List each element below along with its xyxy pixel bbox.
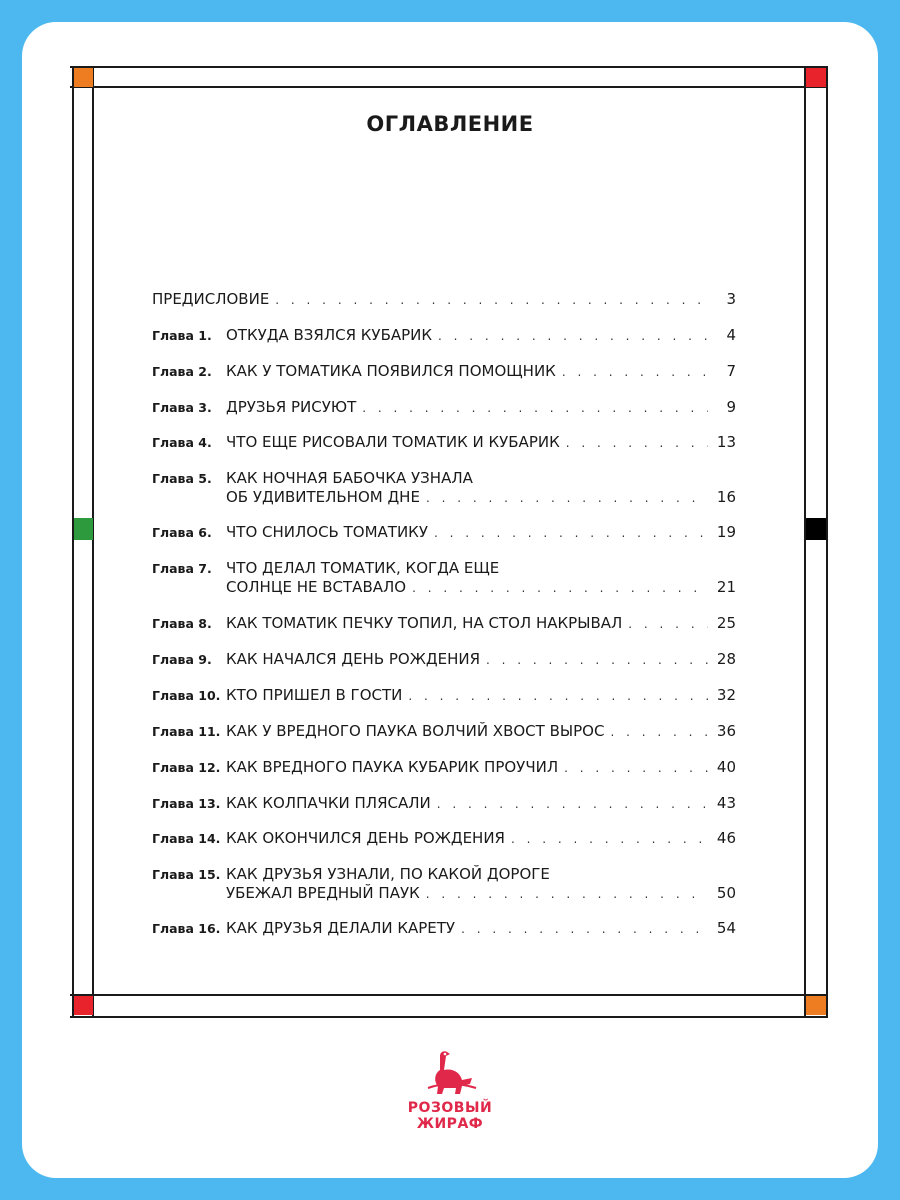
chapter-prefix: Глава 8.	[152, 616, 212, 631]
dot-leader	[610, 723, 708, 742]
toc-page-number: 19	[716, 523, 736, 541]
toc-page-number: 28	[716, 650, 736, 668]
toc-page-number: 9	[726, 398, 736, 416]
toc-page-number: 40	[716, 758, 736, 776]
dot-leader	[434, 524, 708, 543]
toc-title: КАК ВРЕДНОГО ПАУКА КУБАРИК ПРОУЧИЛ	[226, 758, 559, 776]
toc-page-number: 32	[716, 686, 736, 704]
toc-title-line-2: ОБ УДИВИТЕЛЬНОМ ДНЕ	[226, 488, 420, 506]
dot-leader	[562, 363, 708, 382]
publisher-name-line-2: ЖИРАФ	[416, 1116, 484, 1132]
dot-leader	[511, 830, 708, 849]
toc-title-line-2: УБЕЖАЛ ВРЕДНЫЙ ПАУК	[226, 884, 420, 902]
toc-title-line-1: ЧТО ДЕЛАЛ ТОМАТИК, КОГДА ЕЩЕ	[226, 559, 500, 577]
toc-page-number: 4	[726, 326, 736, 344]
toc-title: КАК У ВРЕДНОГО ПАУКА ВОЛЧИЙ ХВОСТ ВЫРОС	[226, 722, 605, 740]
toc-title-line-2: СОЛНЦЕ НЕ ВСТАВАЛО	[226, 578, 407, 596]
toc-page-number: 16	[716, 488, 736, 506]
chapter-prefix: Глава 14.	[152, 831, 221, 846]
chapter-prefix: Глава 7.	[152, 561, 212, 576]
chapter-prefix: Глава 9.	[152, 652, 212, 667]
dot-leader	[426, 885, 708, 904]
table-of-contents	[152, 0, 736, 1200]
chapter-prefix: Глава 10.	[152, 688, 221, 703]
chapter-prefix: Глава 4.	[152, 435, 212, 450]
chapter-prefix: Глава 1.	[152, 328, 212, 343]
toc-page-number: 43	[716, 794, 736, 812]
dot-leader	[412, 579, 708, 598]
chapter-prefix: Глава 5.	[152, 471, 212, 486]
chapter-prefix: Глава 3.	[152, 400, 212, 415]
toc-title: КАК КОЛПАЧКИ ПЛЯСАЛИ	[226, 794, 431, 812]
toc-title: КТО ПРИШЕЛ В ГОСТИ	[226, 686, 403, 704]
chapter-prefix: Глава 11.	[152, 724, 221, 739]
toc-title: КАК ДРУЗЬЯ ДЕЛАЛИ КАРЕТУ	[226, 919, 456, 937]
chapter-prefix: Глава 6.	[152, 525, 212, 540]
toc-page-number: 7	[726, 362, 736, 380]
toc-title: КАК ТОМАТИК ПЕЧКУ ТОПИЛ, НА СТОЛ НАКРЫВАЛ	[226, 614, 623, 632]
toc-page-number: 36	[716, 722, 736, 740]
toc-title: ЧТО СНИЛОСЬ ТОМАТИКУ	[226, 523, 428, 541]
toc-title: КАК НАЧАЛСЯ ДЕНЬ РОЖДЕНИЯ	[226, 650, 481, 668]
dot-leader	[408, 687, 708, 706]
toc-title-line-1: КАК ДРУЗЬЯ УЗНАЛИ, ПО КАКОЙ ДОРОГЕ	[226, 865, 550, 883]
toc-entry-chapter-5[interactable]	[152, 469, 736, 509]
giraffe-icon	[400, 1048, 500, 1100]
publisher-logo	[400, 1048, 500, 1138]
toc-title: ДРУЗЬЯ РИСУЮТ	[226, 398, 357, 416]
toc-entry-chapter-15[interactable]	[152, 865, 736, 905]
toc-title: КАК ОКОНЧИЛСЯ ДЕНЬ РОЖДЕНИЯ	[226, 829, 505, 847]
toc-page-number: 21	[716, 578, 736, 596]
chapter-prefix: Глава 12.	[152, 760, 221, 775]
dot-leader	[628, 615, 708, 634]
toc-title: ЧТО ЕЩЕ РИСОВАЛИ ТОМАТИК И КУБАРИК	[226, 433, 560, 451]
dot-leader	[426, 489, 708, 508]
toc-title: ПРЕДИСЛОВИЕ	[152, 290, 270, 308]
toc-title: КАК У ТОМАТИКА ПОЯВИЛСЯ ПОМОЩНИК	[226, 362, 556, 380]
dot-leader	[566, 434, 708, 453]
chapter-prefix: Глава 15.	[152, 867, 221, 882]
toc-page-number: 46	[716, 829, 736, 847]
chapter-prefix: Глава 16.	[152, 921, 221, 936]
chapter-prefix: Глава 13.	[152, 796, 221, 811]
page-title: ОГЛАВЛЕНИЕ	[366, 112, 534, 136]
dot-leader	[362, 399, 708, 418]
toc-title: ОТКУДА ВЗЯЛСЯ КУБАРИК	[226, 326, 433, 344]
dot-leader	[275, 291, 708, 310]
toc-page-number: 50	[716, 884, 736, 902]
toc-page-number: 3	[726, 290, 736, 308]
chapter-prefix: Глава 2.	[152, 364, 212, 379]
toc-title-line-1: КАК НОЧНАЯ БАБОЧКА УЗНАЛА	[226, 469, 473, 487]
dot-leader	[461, 920, 708, 939]
toc-page-number: 54	[716, 919, 736, 937]
toc-page-number: 25	[716, 614, 736, 632]
dot-leader	[438, 327, 708, 346]
toc-page-number: 13	[716, 433, 736, 451]
publisher-name-line-1: РОЗОВЫЙ	[407, 1100, 493, 1116]
dot-leader	[437, 795, 708, 814]
dot-leader	[486, 651, 708, 670]
dot-leader	[564, 759, 708, 778]
toc-entry-chapter-7[interactable]	[152, 559, 736, 599]
